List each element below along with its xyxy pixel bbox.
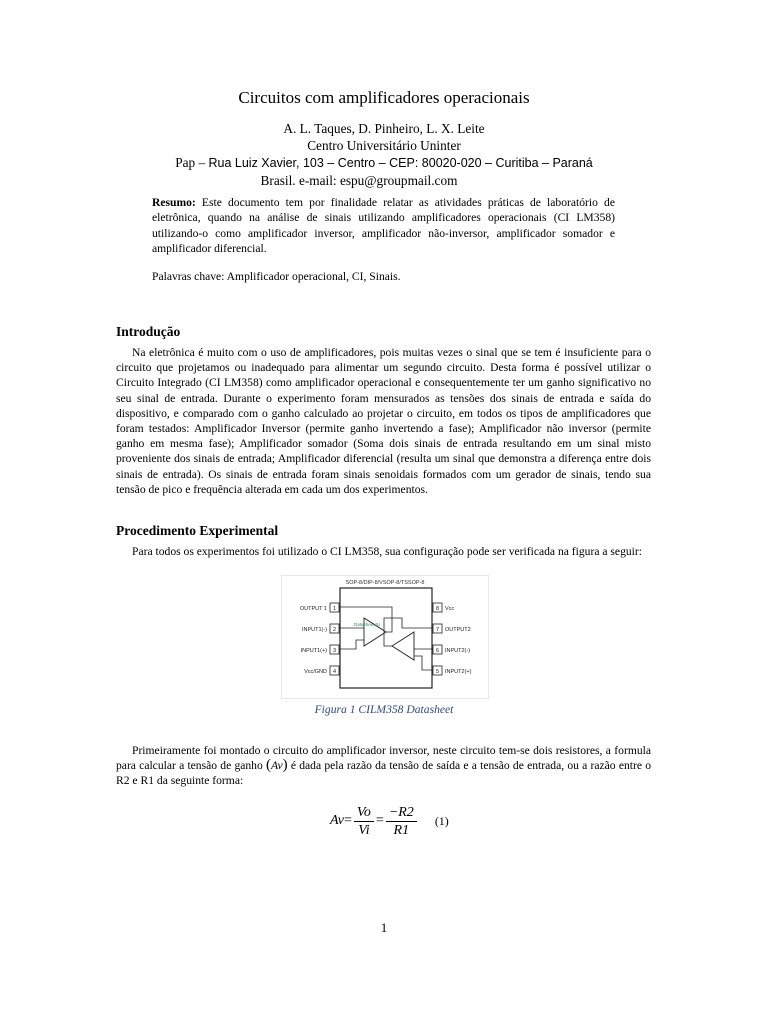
- abstract: [152, 195, 615, 256]
- frac1-numerator: Vo: [354, 804, 374, 822]
- pin7-label: OUTPUT2: [445, 627, 471, 633]
- figure-caption: Figura 1 CILM358 Datasheet: [314, 703, 454, 716]
- intro-text: Na eletrônica é muito com o uso de amplificadores, pois muitas vezes o sinal que se tem é insuficiente para o circuito que projetamos ou inadequado para alimentar um segundo circuito. Desta forma é possível utilizar o Circuito Integrado (CI LM358) como amplificador operacional e consequentemente ter um ganho significativo no seu sinal de entrada. Durante o experimento foram mensurados as tensões dos sinais de entrada e saída do dispositivo, e comparado com o ganho calculado ao projetar o circuito, em todos os tipos de amplificadores que foram testados: Amplificador Inversor (permite ganho invertendo a fase); Amplificador não inversor (permite ganho em mesma fase); Amplificador somador (Soma dois sinais de entrada resultando em um sinal misto proveniente dos sinais de entrada; Amplificador diferencial (resulta um sinal que demonstra a diferença entre dois sinais de entrada). Os sinais de entrada foram sinais senoidais formados com um gerador de sinais, tendo sua tensão de pico e frequência alterada em cada um dos experimentos.: [116, 346, 651, 496]
- page-number: 1: [380, 920, 388, 935]
- procedure-heading: Procedimento Experimental: [116, 523, 279, 538]
- intro-paragraph: [116, 345, 651, 497]
- pin1-number: 1: [332, 606, 337, 612]
- frac2-numerator: −R2: [386, 804, 417, 822]
- pinout-diagram: [282, 576, 488, 698]
- abstract-label: Resumo:: [152, 196, 196, 209]
- fraction-r2-r1: [386, 804, 417, 839]
- procedure-text: Para todos os experimentos foi utilizado o CI LM358, sua configuração pode ser verificada na figura a seguir:: [132, 545, 642, 558]
- ic-body: [340, 588, 432, 688]
- equation-1: Av = $\frac{Vo}{Vi}$ = $\frac{-R2}{R1}$ (1): [330, 804, 449, 838]
- keywords: Palavras chave: Amplificador operacional, CI, Sinais.: [152, 270, 401, 283]
- pin2-number: 2: [332, 627, 337, 633]
- equation-number: (1): [434, 813, 449, 828]
- body-text-after: é dada pela razão da tensão de saída e a tensão de entrada, ou a razão entre o R2 e R1 da seguinte forma:: [116, 759, 652, 788]
- author-email: Brasil. e-mail: espu@groupmail.com: [260, 173, 458, 188]
- pin4-number: 4: [332, 669, 337, 675]
- procedure-paragraph: [116, 544, 651, 559]
- address-street: Rua Luiz Xavier, 103 – Centro – CEP: 80020-020 – Curitiba – Paraná: [208, 156, 593, 170]
- fraction-vo-vi: [354, 804, 374, 839]
- author-institution: Centro Universitário Uninter: [307, 138, 461, 153]
- formula-lhs: Av: [330, 813, 344, 828]
- pin2-label: INPUT1(-): [301, 627, 327, 633]
- frac2-denominator: R1: [393, 822, 410, 838]
- datasheet-watermark: Datasheet4U: [354, 622, 381, 627]
- package-header: SOP-8/DIP-8/VSOP-8/TSSOP-8: [345, 580, 425, 586]
- abstract-text: Este documento tem por finalidade relatar as atividades práticas de laboratório de eletrônica, quando na análise de sinais utilizando amplificadores operacionais (CI LM358) utilizando-o como amplificador inversor, amplificador não-inversor, amplificador somador e amplificador diferencial.: [152, 196, 615, 255]
- gain-symbol: Av: [271, 759, 283, 773]
- pin3-label: INPUT1(+): [300, 648, 327, 654]
- pin5-label: INPUT2(+): [445, 669, 472, 675]
- pin8-label: Vcc: [445, 606, 455, 612]
- intro-heading: Introdução: [116, 324, 181, 339]
- pin5-number: 5: [435, 669, 440, 675]
- author-address: [0, 154, 768, 172]
- lm358-pinout-figure: [281, 575, 489, 699]
- address-pap: Pap –: [175, 155, 206, 170]
- pin1-label: OUTPUT 1: [299, 606, 327, 612]
- body-text-before: Primeiramente foi montado o circuito do amplificador inversor, neste circuito tem-se dois resistores, a formula para calcular a tensão de ganho: [116, 744, 651, 773]
- author-names: A. L. Taques, D. Pinheiro, L. X. Leite: [283, 121, 485, 136]
- pin6-number: 6: [435, 648, 440, 654]
- pin6-label: INPUT2(-): [445, 648, 471, 654]
- paper-title: Circuitos com amplificadores operacionais: [238, 88, 530, 107]
- pin3-number: 3: [332, 648, 337, 654]
- pin8-number: 8: [435, 606, 440, 612]
- author-block: [0, 120, 768, 189]
- body-paragraph-1: Primeiramente foi montado o circuito do amplificador inversor, neste circuito tem-se dois resistores, a formula para calcular a tensão de ganho (Av) é dada pela razão da tensão de saída e a tensão de entrada, ou a razão entre o R2 e R1 da seguinte forma:: [116, 744, 652, 788]
- pin7-number: 7: [435, 627, 440, 633]
- frac1-denominator: Vi: [358, 822, 370, 838]
- pin4-label: Vcc/GND: [304, 669, 327, 675]
